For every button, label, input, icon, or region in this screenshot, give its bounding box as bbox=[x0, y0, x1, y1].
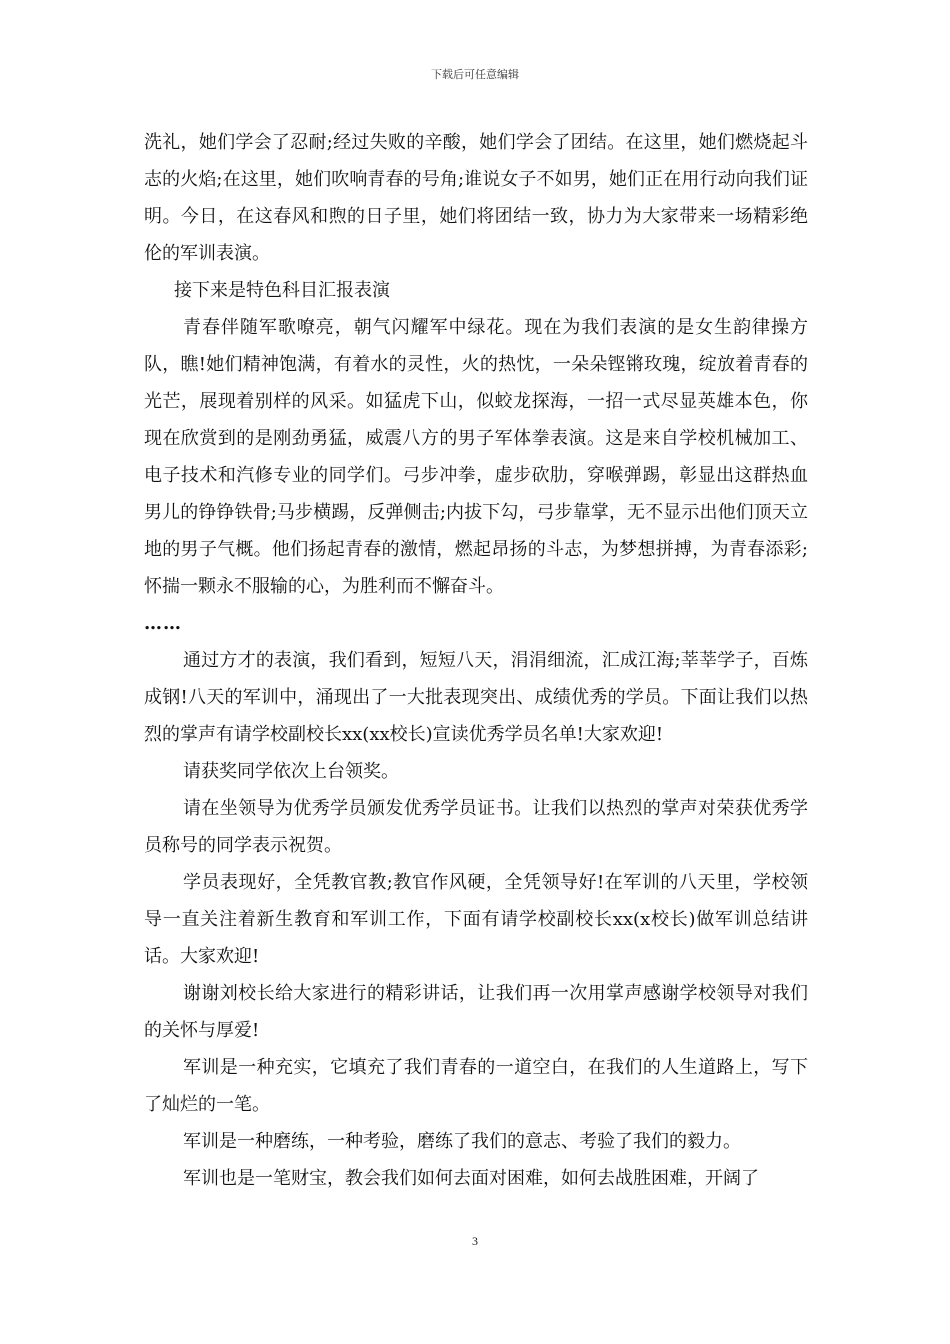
document-body bbox=[144, 124, 808, 1197]
paragraph: 洗礼，她们学会了忍耐;经过失败的辛酸，她们学会了团结。在这里，她们燃烧起斗志的火焰;在这里，她们吹响青春的号角;谁说女子不如男，她们正在用行动向我们证明。今日，在这春风和煦的日子里，她们将团结一致，协力为大家带来一场精彩绝伦的军训表演。 bbox=[144, 132, 808, 264]
paragraph: 军训是一种充实，它填充了我们青春的一道空白，在我们的人生道路上，写下了灿烂的一笔。 bbox=[144, 1057, 808, 1115]
page-number: 3 bbox=[472, 1234, 478, 1248]
paragraph: 学员表现好，全凭教官教;教官作风硬，全凭领导好!在军训的八天里，学校领导一直关注着新生教育和军训工作，下面有请学校副校长xx(x校长)做军训总结讲话。大家欢迎! bbox=[144, 872, 808, 967]
paragraph: 谢谢刘校长给大家进行的精彩讲话，让我们再一次用掌声感谢学校领导对我们的关怀与厚爱! bbox=[144, 983, 808, 1041]
paragraph: 军训也是一笔财宝，教会我们如何去面对困难，如何去战胜困难，开阔了 bbox=[183, 1168, 759, 1189]
ellipsis: …… bbox=[144, 613, 182, 634]
section-heading: 接下来是特色科目汇报表演 bbox=[174, 280, 390, 301]
paragraph: 请在坐领导为优秀学员颁发优秀学员证书。让我们以热烈的掌声对荣获优秀学员称号的同学表示祝贺。 bbox=[144, 798, 808, 856]
paragraph: 请获奖同学依次上台领奖。 bbox=[183, 761, 399, 782]
paragraph: 通过方才的表演，我们看到，短短八天，涓涓细流，汇成江海;莘莘学子，百炼成钢!八天的军训中，涌现出了一大批表现突出、成绩优秀的学员。下面让我们以热烈的掌声有请学校副校长xx(xx校长)宣读优秀学员名单!大家欢迎! bbox=[144, 650, 808, 745]
paragraph: 青春伴随军歌嘹亮，朝气闪耀军中绿花。现在为我们表演的是女生韵律操方队，瞧!她们精神饱满，有着水的灵性，火的热忱，一朵朵铿锵玫瑰，绽放着青春的光芒，展现着别样的风采。如猛虎下山，似蛟龙探海，一招一式尽显英雄本色，你现在欣赏到的是刚劲勇猛，威震八方的男子军体拳表演。这是来自学校机械加工、电子技术和汽修专业的同学们。弓步冲拳，虚步砍肋，穿喉弹踢，彰显出这群热血男儿的铮铮铁骨;马步横踢，反弹侧击;内拔下勾，弓步靠掌，无不显示出他们顶天立地的男子气概。他们扬起青春的激情，燃起昂扬的斗志，为梦想拼搏，为青春添彩;怀揣一颗永不服输的心，为胜利而不懈奋斗。 bbox=[144, 317, 808, 597]
paragraph: 军训是一种磨练，一种考验，磨练了我们的意志、考验了我们的毅力。 bbox=[183, 1131, 741, 1152]
page-header: 下载后可任意编辑 bbox=[431, 68, 519, 81]
